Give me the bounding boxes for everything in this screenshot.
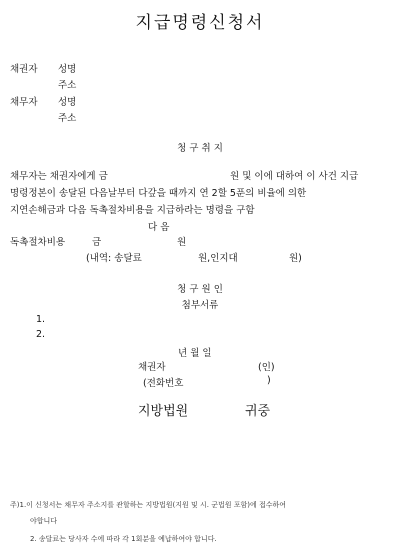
debtor-name-label: 성명 (58, 97, 77, 108)
note-1-line1: 주)1.이 신청서는 채무자 주소지를 관할하는 지방법원(지원 및 시. 군법원 포함)에 접수하여 (10, 501, 287, 509)
attachment-item-1: 1. (36, 314, 46, 325)
breakdown-postage: (내역: 송달료 (86, 253, 142, 264)
claim-purpose-line2: 명령정본이 송달된 다음날부터 다갚을 때까지 연 2할 5푼의 비율에 의한 (10, 188, 307, 199)
date-line: 년 월 일 (178, 348, 212, 359)
claim-cause-heading: 청 구 원 인 (177, 284, 223, 295)
claim-purpose-line1-end: 원 및 이에 대하여 이 사건 지급 (230, 171, 359, 182)
attachment-item-2: 2. (36, 329, 46, 340)
court-honorific: 귀중 (245, 404, 271, 419)
creditor-name-label: 성명 (58, 64, 77, 75)
claim-purpose-heading: 청 구 취 지 (177, 143, 223, 154)
phone-close: ) (267, 375, 271, 386)
signature-creditor: 채권자 (138, 362, 166, 373)
note-2: 2. 송달료는 당사자 수에 따라 각 1회분을 예납하여야 합니다. (30, 535, 217, 543)
court-name: 지방법원 (138, 404, 189, 419)
debtor-label: 채무자 (10, 97, 38, 108)
seal-mark: (인) (258, 362, 275, 373)
below-heading: 다 음 (148, 222, 170, 233)
debtor-address-label: 주소 (58, 113, 77, 124)
creditor-address-label: 주소 (58, 80, 77, 91)
breakdown-close: 원) (289, 253, 302, 264)
cost-geum: 금 (92, 237, 102, 248)
phone-label: (전화번호 (143, 378, 184, 389)
cost-won: 원 (177, 237, 187, 248)
creditor-label: 채권자 (10, 64, 38, 75)
note-1-line2: 야합니다 (30, 517, 58, 525)
breakdown-stamp: 원,인지대 (198, 253, 238, 264)
document-title: 지급명령신청서 (135, 13, 265, 33)
claim-purpose-line1-start: 채무자는 채권자에게 금 (10, 171, 108, 182)
attachments-label: 첨부서류 (181, 300, 219, 311)
cost-label: 독촉절차비용 (10, 237, 66, 248)
claim-purpose-line3: 지연손해금과 다음 독촉절차비용을 지급하라는 명령을 구함 (10, 205, 255, 216)
